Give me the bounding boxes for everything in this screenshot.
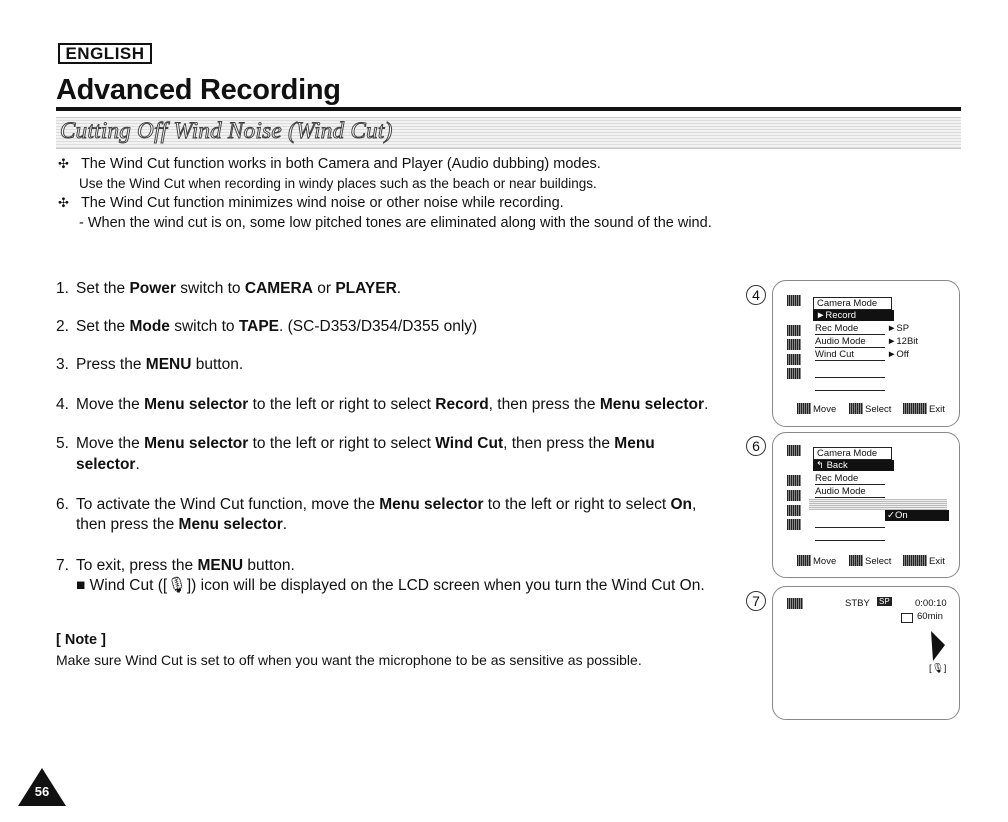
camera-mode-icon [787,598,803,609]
footer-exit: Exit [929,556,945,567]
setting-icon [787,505,801,516]
note-text: Make sure Wind Cut is set to off when you want the microphone to be as sensitive as possible. [56,652,642,668]
setting-icon [787,354,801,365]
footer-select: Select [865,404,892,415]
select-icon [849,403,863,414]
step-5-cont: selector. [76,456,140,473]
footer-move: Move [813,556,837,567]
footer-select: Select [865,556,892,567]
bullet-icon: ✣ [58,195,69,210]
menu-mode-label: Camera Mode [813,447,892,460]
menu-item-audio-mode: Audio Mode [815,486,885,498]
bullet-icon: ✣ [58,156,69,171]
step-1: 1. Set the Power switch to CAMERA or PLAYER. [56,280,402,297]
step-label-7: 7 [746,591,766,611]
status-stby: STBY [845,598,870,609]
intro-bullet-1: ✣ The Wind Cut function works in both Camera and Player (Audio dubbing) modes. [58,156,601,172]
wind-indicator-arrow-icon [931,631,945,661]
section-title: Cutting Off Wind Noise (Wind Cut) [60,118,393,143]
record-icon [787,325,801,336]
menu-button-icon [903,555,927,566]
menu-item-wind-cut: Wind Cut [815,349,885,361]
menu-mode-label: Camera Mode [813,297,892,310]
step-2: 2. Set the Mode switch to TAPE. (SC-D353/D354/D355 only) [56,318,478,335]
memory-icon [787,519,801,530]
menu-item-rec-mode: Rec Mode [815,473,885,485]
timecode: 0:00:10 [915,598,947,609]
intro-bullet-2-sub: - When the wind cut is on, some low pitched tones are eliminated along with the sound of the wind. [79,215,712,231]
intro-bullet-2: ✣ The Wind Cut function minimizes wind noise or other noise while recording. [58,195,564,211]
record-icon [787,475,801,486]
menu-item-rec-mode: Rec Mode [815,323,885,335]
step-6: 6. To activate the Wind Cut function, move the Menu selector to the left or right to select On, [56,496,697,513]
menu-item-audio-mode: Audio Mode [815,336,885,348]
menu-back-selected: ↰ Back [813,460,894,471]
step-7-sub: ■ Wind Cut ([🎙]) icon will be displayed on the LCD screen when you turn the Wind Cut On. [76,577,705,594]
intro-bullet-1-sub: Use the Wind Cut when recording in windy places such as the beach or near buildings. [79,176,597,191]
memory-icon [787,368,801,379]
menu-record-selected: ►Record [813,310,894,321]
menu-blank-line [815,540,885,541]
step-label-6: 6 [746,436,766,456]
menu-blank-line [815,377,885,378]
move-icon [797,555,811,566]
value-rec-mode: ►SP [887,323,910,334]
menu-screen-6 [772,432,960,578]
value-audio-mode: ►12Bit [887,336,919,347]
move-icon [797,403,811,414]
footer-move: Move [813,404,837,415]
title-rule [56,107,961,111]
step-6-cont: then press the Menu selector. [76,516,288,533]
wind-cut-icon: [🎙] [929,663,947,674]
step-3: 3. Press the MENU button. [56,356,244,373]
camera-mode-icon [787,295,801,306]
sp-badge: SP [879,597,890,606]
value-wind-cut: ►Off [887,349,909,360]
lcd-screen-7 [772,586,960,720]
step-label-4: 4 [746,285,766,305]
wind-cut-row-highlight [809,499,947,510]
page-number: 56 [34,784,50,799]
audio-icon [787,339,801,350]
step-4: 4. Move the Menu selector to the left or right to select Record, then press the Menu selector. [56,396,709,413]
tape-icon [901,613,913,623]
step-5: 5. Move the Menu selector to the left or right to select Wind Cut, then press the Menu [56,435,655,452]
audio-icon [787,490,801,501]
menu-screen-4 [772,280,960,427]
page-title: Advanced Recording [56,74,341,106]
camera-mode-icon [787,445,801,456]
menu-button-icon [903,403,927,414]
step-7: 7. To exit, press the MENU button. [56,557,295,574]
select-icon [849,555,863,566]
language-label: ENGLISH [58,43,152,64]
menu-blank-line [815,390,885,391]
note-heading: [ Note ] [56,632,106,648]
option-on: ✓On [885,510,949,521]
menu-blank-line [815,527,885,528]
remaining-time: 60min [917,611,943,622]
footer-exit: Exit [929,404,945,415]
